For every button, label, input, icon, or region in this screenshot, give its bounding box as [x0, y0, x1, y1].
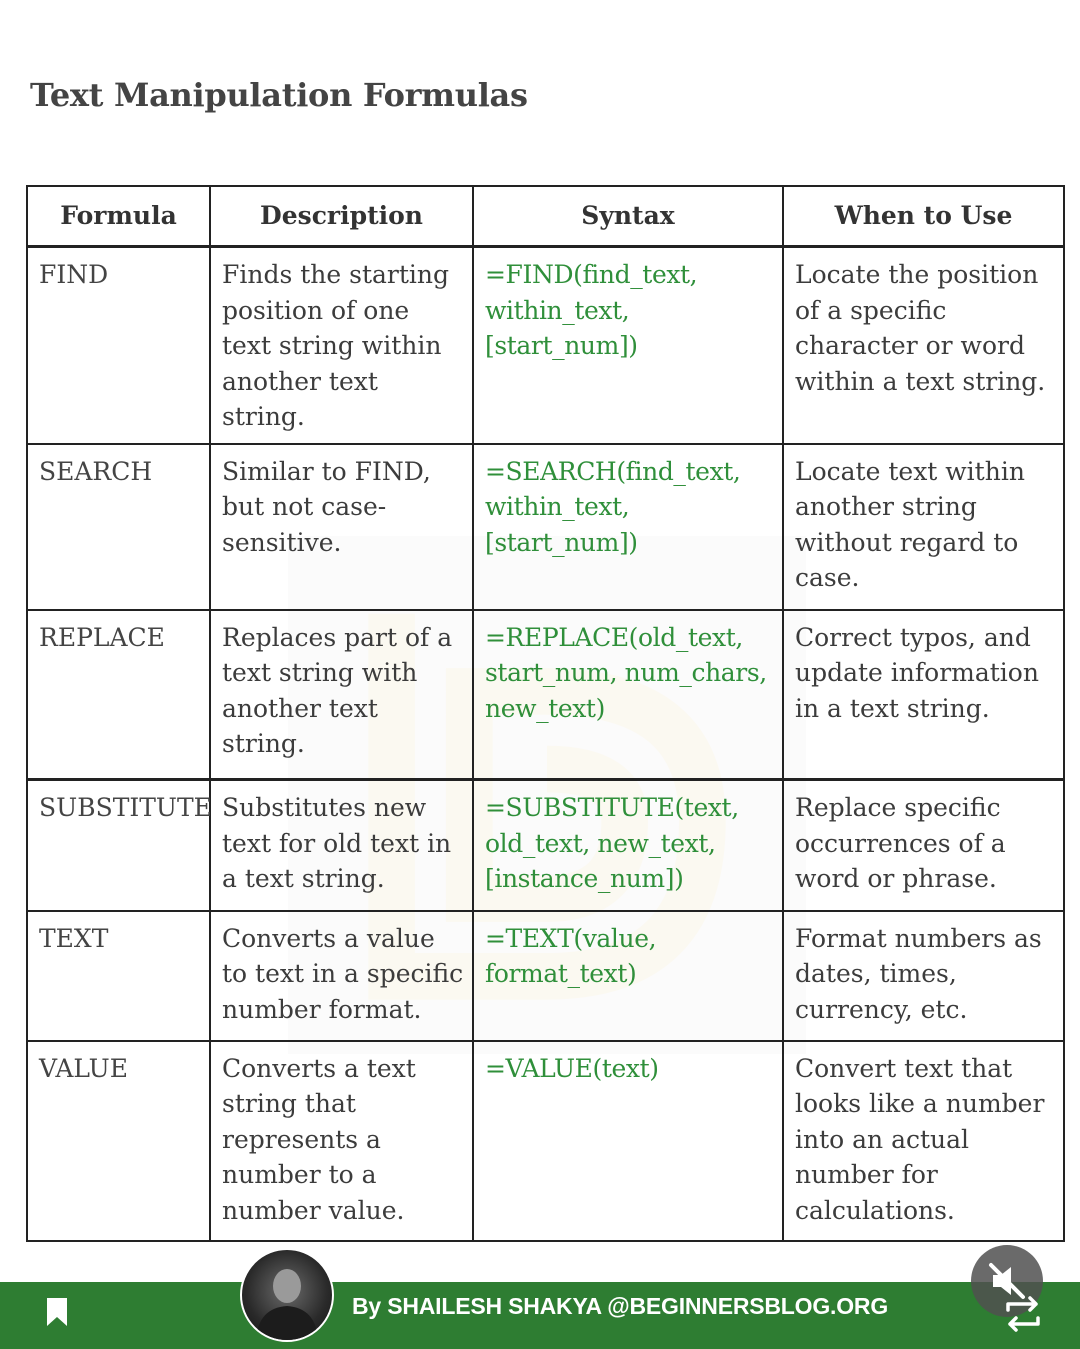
cell-when-to-use: Convert text that looks like a number into an actual number for calculations. — [783, 1041, 1064, 1241]
table-row — [27, 444, 1064, 610]
cell-syntax: =SEARCH(find_text, within_text, [start_num]) — [473, 444, 783, 610]
cell-description: Finds the starting position of one text string within another text string. — [210, 247, 473, 444]
cell-formula: VALUE — [27, 1041, 210, 1241]
person-silhouette-icon — [242, 1250, 332, 1340]
cell-formula: SUBSTITUTE — [27, 780, 210, 911]
cell-description: Converts a text string that represents a number to a number value. — [210, 1041, 473, 1241]
header-description: Description — [210, 186, 473, 247]
table-row — [27, 1041, 1064, 1241]
page-title: Text Manipulation Formulas — [30, 76, 528, 114]
table-row — [27, 247, 1064, 444]
author-byline: By SHAILESH SHAKYA @BEGINNERSBLOG.ORG — [352, 1293, 889, 1319]
cell-formula: TEXT — [27, 911, 210, 1041]
header-when-to-use: When to Use — [783, 186, 1064, 247]
cell-description: Converts a value to text in a specific number format. — [210, 911, 473, 1041]
table-row — [27, 610, 1064, 780]
cell-when-to-use: Replace specific occurrences of a word or phrase. — [783, 780, 1064, 911]
avatar[interactable] — [240, 1248, 334, 1342]
repost-icon[interactable] — [1000, 1294, 1046, 1334]
cell-syntax: =FIND(find_text, within_text, [start_num]) — [473, 247, 783, 444]
cell-formula: FIND — [27, 247, 210, 444]
cell-description: Substitutes new text for old text in a text string. — [210, 780, 473, 911]
cell-syntax: =REPLACE(old_text, start_num, num_chars, new_text) — [473, 610, 783, 780]
cell-syntax: =VALUE(text) — [473, 1041, 783, 1241]
table-row — [27, 780, 1064, 911]
formula-table — [26, 185, 1065, 1242]
table-row — [27, 911, 1064, 1041]
cell-formula: REPLACE — [27, 610, 210, 780]
table-header-row — [27, 186, 1064, 247]
cell-syntax: =TEXT(value, format_text) — [473, 911, 783, 1041]
header-formula: Formula — [27, 186, 210, 247]
cell-description: Replaces part of a text string with another text string. — [210, 610, 473, 780]
cell-when-to-use: Locate text within another string without regard to case. — [783, 444, 1064, 610]
bookmark-icon[interactable] — [46, 1297, 68, 1327]
header-syntax: Syntax — [473, 186, 783, 247]
cell-when-to-use: Format numbers as dates, times, currency, etc. — [783, 911, 1064, 1041]
cell-syntax: =SUBSTITUTE(text, old_text, new_text, [instance_num]) — [473, 780, 783, 911]
cell-formula: SEARCH — [27, 444, 210, 610]
cell-when-to-use: Locate the position of a specific character or word within a text string. — [783, 247, 1064, 444]
cell-description: Similar to FIND, but not case-sensitive. — [210, 444, 473, 610]
cell-when-to-use: Correct typos, and update information in a text string. — [783, 610, 1064, 780]
